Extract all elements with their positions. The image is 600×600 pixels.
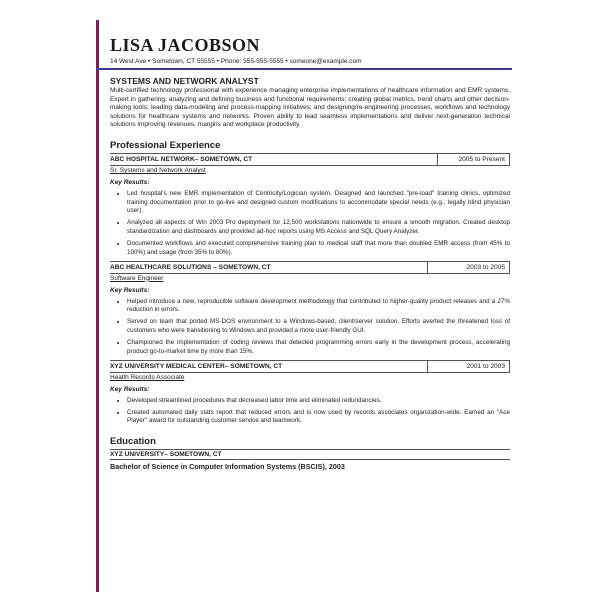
key-results-label: Key Results: [110, 178, 150, 186]
job-company: ABC HOSPITAL NETWORK– SOMETOWN, CT [110, 155, 253, 163]
job-header [110, 153, 510, 166]
achievement-item: • Created automated daily stats report that reduced errors and is now used by records associates organization-wide. Earned an "Ace Player" award for outstanding customer service and teamwork. [127, 409, 510, 426]
job-dates: 2001 to 2003 [427, 361, 505, 372]
achievement-item: • Developed streamlined procedures that decreased labor time and eliminated redundancies. [127, 397, 510, 406]
education-degree: Bachelor of Science in Computer Information Systems (BSCIS), 2003 [110, 461, 345, 471]
achievement-item: • Championed the implementation of coding reviews that detected programming errors early in the development process, accelerating product go-to-market time by more than 15%. [127, 339, 510, 356]
achievement-list [110, 190, 510, 257]
experience-section-title: Professional Experience [110, 139, 221, 151]
achievement-item: • Analyzed all aspects of Win 2003 Pro deployment for 12,500 workstations nationwide to ensure a smooth migration. Created desktop standardization and dashboards and provided ad-hoc reports using MS Access and SQL Query Analyzer. [127, 219, 510, 236]
key-results-label: Key Results: [110, 385, 150, 393]
applicant-name: LISA JACOBSON [110, 35, 261, 55]
left-accent-bar [96, 20, 99, 592]
key-results-label: Key Results: [110, 286, 150, 294]
job-company: XYZ UNIVERSITY MEDICAL CENTER– SOMETOWN, CT [110, 362, 283, 370]
achievement-list [110, 298, 510, 357]
job-dates: 2003 to 2005 [427, 262, 505, 273]
education-section-title: Education [110, 435, 156, 447]
job-role: Sr. Systems and Network Analyst [110, 166, 206, 174]
summary-paragraph: Multi-certified technology professional with experience managing enterprise implementations of healthcare information and EMR systems. Expert in gathering, analyzing and defining business and functional requirements; creating global metrics, trend charts and other decision-making tools; leading data-modeling and process-mapping initiatives; and designing/re-engineering processes, workflows and technology solutions for healthcare systems and networks. Proven ability to lead seamless implementations and deliver next-generation technical solutions improving revenues, margins and workplace productivity. [110, 87, 510, 129]
contact-line: 14 West Ave • Sometown, CT 55555 • Phone: 555-555-5555 • someone@example.com [110, 58, 362, 65]
job-header [110, 360, 510, 373]
education-school: XYZ UNIVERSITY– SOMETOWN, CT [110, 449, 510, 460]
achievement-item: • Led hospital's new EMR implementation of Centricity/Logician system. Designed and launched "pre-load" training clinics, optimized training documentation prior to go-live and designed custom modifications to accommodate special needs (e.g., legally blind physician user). [127, 190, 510, 216]
job-header [110, 261, 510, 274]
achievement-item: • Served on team that ported MS-DOS environment to a Windows-based, client/server solution. Efforts averted the threatened loss of customers who were transitioning to Windows and provided a more user-friendly GUI. [127, 318, 510, 335]
resume-document [110, 36, 510, 471]
job-role: Software Engineer [110, 274, 164, 282]
job-company: ABC HEALTHCARE SOLUTIONS – SOMETOWN, CT [110, 263, 271, 271]
job-dates: 2005 to Present [437, 154, 505, 165]
achievement-item: • Documented workflows and executed comprehensive training plan to medical staff that more than doubled EMR access (from 45% to 100%) and usage (from 35% to 80%). [127, 240, 510, 257]
achievement-list [110, 397, 510, 426]
job-role: Health Records Associate [110, 373, 185, 381]
resume-headline: SYSTEMS AND NETWORK ANALYST [110, 76, 259, 86]
achievement-item: • Helped introduce a new, reproducible software development methodology that contributed to higher-quality product releases and a 27% reduction in errors. [127, 298, 510, 315]
